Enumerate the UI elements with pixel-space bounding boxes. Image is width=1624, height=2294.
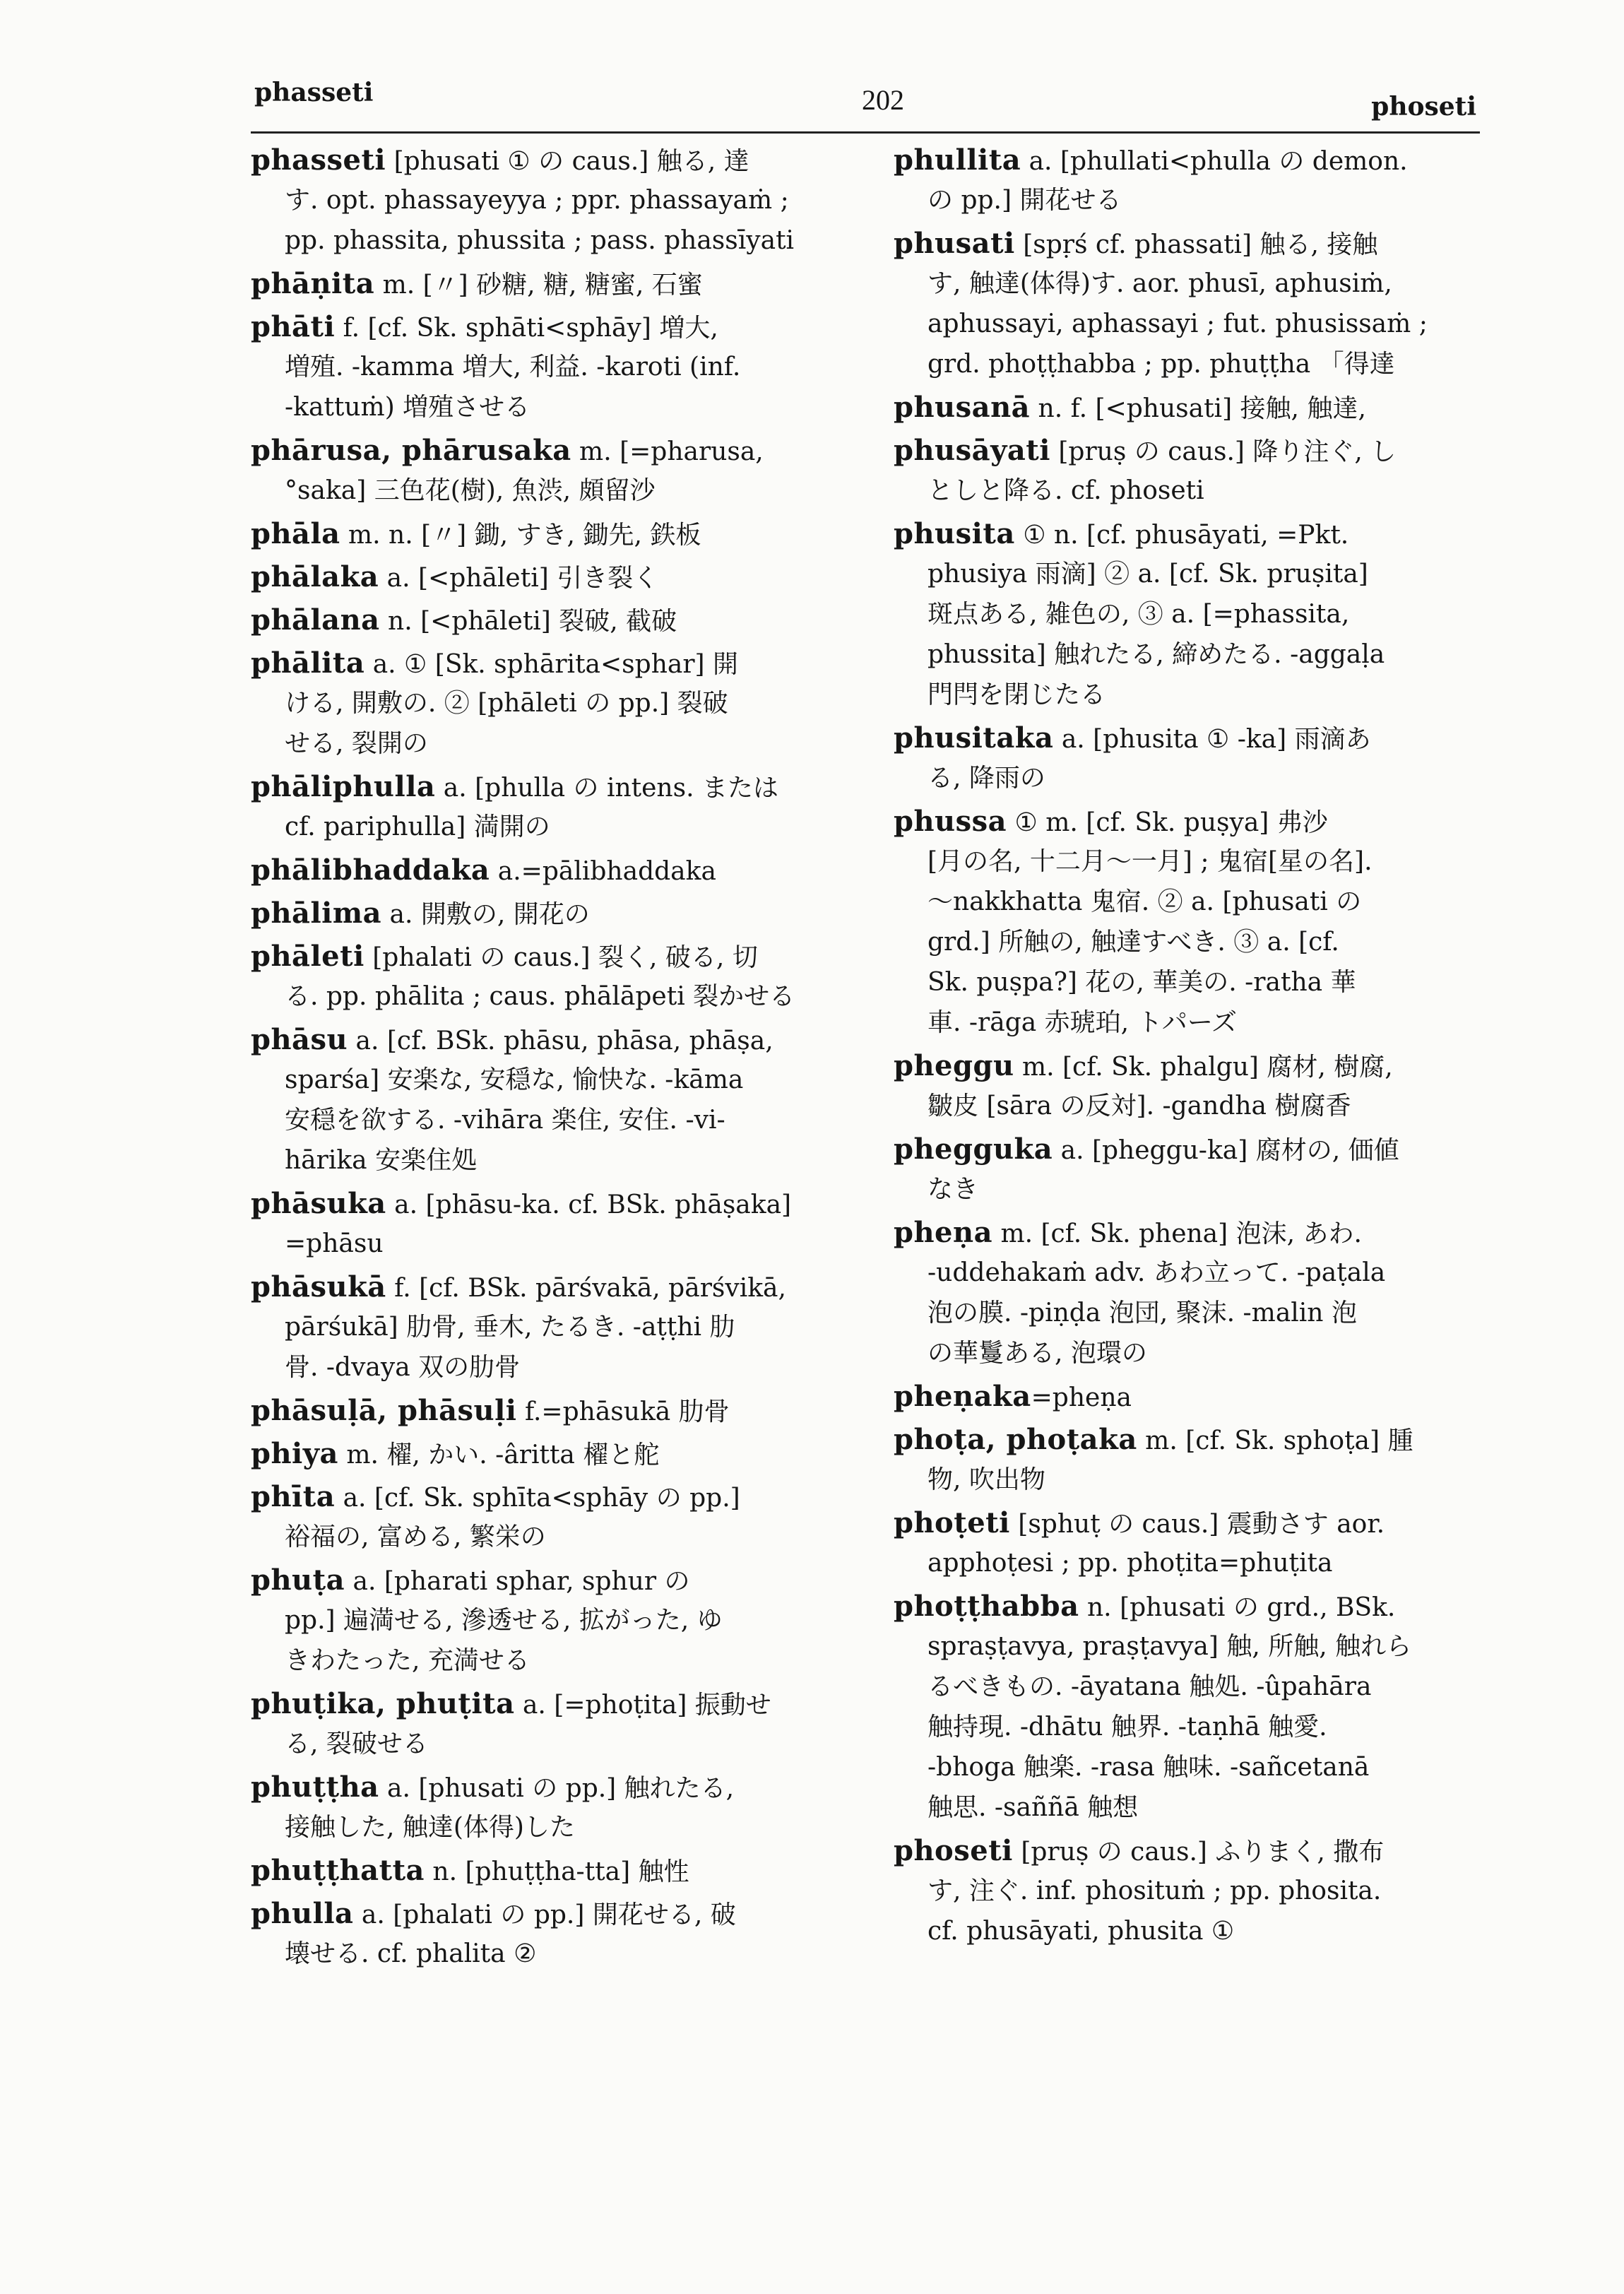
dictionary-entry bbox=[894, 1419, 1480, 1500]
definition-text: a. [phalati の pp.] 開花せる, 破 bbox=[353, 1900, 736, 1929]
headword: phārusa, phārusaka bbox=[251, 434, 571, 467]
headword: phāsukā bbox=[251, 1270, 386, 1303]
entry-line bbox=[251, 557, 858, 597]
dictionary-entry bbox=[894, 514, 1480, 715]
entry-line bbox=[251, 140, 858, 180]
definition-text: [pruṣ の caus.] ふりまく, 撒布 bbox=[1012, 1838, 1385, 1867]
dictionary-entry bbox=[894, 801, 1480, 1043]
entry-line: -bhoga 触楽. -rasa 触味. -sañcetanā bbox=[927, 1753, 1370, 1782]
dictionary-entry bbox=[894, 1376, 1480, 1417]
dictionary-entry bbox=[251, 600, 858, 640]
headword: phuṭika, phuṭita bbox=[251, 1687, 515, 1720]
entry-line: す, 注ぐ. inf. phosituṁ ; pp. phosita. bbox=[927, 1876, 1382, 1905]
headword: phāla bbox=[251, 517, 340, 550]
dictionary-entry bbox=[251, 643, 858, 764]
entry-line bbox=[894, 1419, 1480, 1460]
entry-line: るべきもの. -āyatana 触処. -ûpahāra bbox=[927, 1672, 1372, 1701]
entry-line bbox=[251, 1893, 858, 1934]
headword: phālaka bbox=[251, 560, 379, 593]
definition-text: a. [phusati の pp.] 触れたる, bbox=[379, 1774, 735, 1803]
dictionary-entry bbox=[251, 1019, 858, 1181]
headword: phoseti bbox=[894, 1834, 1013, 1867]
entry-line bbox=[251, 850, 858, 890]
definition-text: m. [cf. Sk. sphoṭa] 腫 bbox=[1137, 1426, 1413, 1455]
definition-text: m. [=pharusa, bbox=[571, 437, 764, 466]
headword: phusitaka bbox=[894, 721, 1054, 755]
dictionary-entry bbox=[251, 1850, 858, 1891]
headword: phuṭṭhatta bbox=[251, 1854, 425, 1887]
headword: phusāyati bbox=[894, 434, 1050, 467]
right-column bbox=[894, 140, 1480, 1954]
headword: phegguka bbox=[894, 1133, 1053, 1166]
definition-text: a. [phullati<phulla の demon. bbox=[1021, 147, 1408, 176]
entry-line: 接触した, 触達(体得)した bbox=[285, 1813, 575, 1842]
definition-text: m. [〃] 砂糖, 糖, 糖蜜, 石蜜 bbox=[374, 271, 703, 300]
headword: phālana bbox=[251, 603, 380, 637]
headword: phasseti bbox=[251, 143, 386, 177]
left-column bbox=[251, 140, 858, 1977]
headword: phusanā bbox=[894, 391, 1031, 424]
headword: phālita bbox=[251, 646, 365, 680]
dictionary-entry bbox=[251, 264, 858, 304]
entry-line bbox=[251, 643, 858, 683]
definition-text: [spṛś cf. phassati] 触る, 接触 bbox=[1014, 230, 1378, 259]
entry-line bbox=[894, 1503, 1480, 1543]
entry-line: phussita] 触れたる, 締めたる. -aggaḷa bbox=[927, 640, 1385, 669]
headword: phulla bbox=[251, 1897, 354, 1930]
entry-line: ～nakkhatta 鬼宿. ② a. [phusati の bbox=[927, 887, 1362, 916]
headword: phoṭa, phoṭaka bbox=[894, 1423, 1137, 1456]
definition-text: a.=pālibhaddaka bbox=[490, 857, 716, 886]
definition-text: a. [cf. Sk. sphīta<sphāy の pp.] bbox=[335, 1484, 740, 1513]
entry-line: °saka] 三色花(樹), 魚渋, 頗留沙 bbox=[285, 476, 656, 505]
headword: phālima bbox=[251, 897, 382, 930]
entry-line bbox=[251, 1433, 858, 1474]
definition-text: f.=phāsukā 肋骨 bbox=[516, 1397, 730, 1426]
definition-text: [phusati ① の caus.] 触る, 達 bbox=[386, 147, 749, 176]
dictionary-entry bbox=[251, 307, 858, 427]
headword: phuṭa bbox=[251, 1563, 345, 1597]
dictionary-entry bbox=[251, 1684, 858, 1764]
entry-line bbox=[251, 600, 858, 640]
dictionary-entry bbox=[894, 223, 1480, 384]
right-guide-word: phoseti bbox=[1371, 92, 1476, 122]
dictionary-entry bbox=[251, 430, 858, 511]
entry-line: 触思. -saññā 触想 bbox=[927, 1793, 1139, 1822]
headword: phīta bbox=[251, 1480, 336, 1513]
entry-line bbox=[894, 140, 1480, 180]
dictionary-entry bbox=[251, 557, 858, 597]
dictionary-entry bbox=[251, 1477, 858, 1557]
entry-line bbox=[251, 1850, 858, 1891]
entry-line: る, 降雨の bbox=[927, 764, 1045, 793]
definition-text: m. 櫂, かい. -âritta 櫂と舵 bbox=[338, 1441, 660, 1470]
definition-text: f. [cf. BSk. pārśvakā, pārśvikā, bbox=[386, 1274, 786, 1303]
entry-line: aphussayi, aphassayi ; fut. phusissaṁ ; bbox=[927, 309, 1428, 338]
dictionary-entry bbox=[894, 387, 1480, 427]
entry-line: sparśa] 安楽な, 安穏な, 愉快な. -kāma bbox=[285, 1065, 744, 1094]
dictionary-entry bbox=[251, 1390, 858, 1431]
headword: phuṭṭha bbox=[251, 1770, 379, 1804]
definition-text: n. [phuṭṭha-tta] 触性 bbox=[424, 1857, 689, 1886]
entry-line bbox=[894, 1129, 1480, 1169]
definition-text: a. [phāsu-ka. cf. BSk. phāṣaka] bbox=[386, 1190, 792, 1219]
dictionary-entry bbox=[251, 514, 858, 554]
entry-line: せる, 裂開の bbox=[285, 729, 428, 758]
headword: phussa bbox=[894, 805, 1007, 838]
entry-line bbox=[251, 1684, 858, 1724]
dictionary-entry bbox=[251, 1893, 858, 1974]
entry-line: hārika 安楽住処 bbox=[285, 1146, 478, 1175]
dictionary-entry bbox=[894, 1586, 1480, 1828]
entry-line: grd.] 所触の, 触達すべき. ③ a. [cf. bbox=[927, 928, 1339, 957]
headword: phāsuḷā, phāsuḷi bbox=[251, 1394, 517, 1427]
entry-line: [月の名, 十二月～一月] ; 鬼宿[星の名]. bbox=[927, 847, 1373, 876]
entry-line: phusiya 雨滴] ② a. [cf. Sk. pruṣita] bbox=[927, 560, 1368, 589]
entry-line bbox=[251, 514, 858, 554]
headword: phiya bbox=[251, 1437, 338, 1470]
headword: phullita bbox=[894, 143, 1021, 177]
definition-text: [phalati の caus.] 裂く, 破る, 切 bbox=[364, 943, 758, 972]
entry-line: pp.] 遍満せる, 滲透せる, 拡がった, ゆ bbox=[285, 1606, 723, 1635]
definition-text: a. 開敷の, 開花の bbox=[381, 900, 590, 929]
entry-line bbox=[894, 1212, 1480, 1253]
definition-text: a. [pharati sphar, sphur の bbox=[345, 1567, 690, 1596]
entry-line: -uddehakaṁ adv. あわ立って. -paṭala bbox=[927, 1258, 1386, 1287]
headword: phoṭeti bbox=[894, 1506, 1010, 1539]
entry-line bbox=[894, 718, 1480, 758]
definition-text: a. [pheggu-ka] 腐材の, 価値 bbox=[1053, 1136, 1399, 1165]
entry-line: 安穏を欲する. -vihāra 楽住, 安住. -vi- bbox=[285, 1106, 725, 1135]
entry-line bbox=[894, 1376, 1480, 1417]
entry-line: なき bbox=[927, 1175, 979, 1204]
entry-line bbox=[251, 1390, 858, 1431]
definition-text: a. [phusita ① -ka] 雨滴あ bbox=[1053, 725, 1371, 754]
dictionary-entry bbox=[251, 1560, 858, 1681]
definition-text: [sphuṭ の caus.] 震動さす aor. bbox=[1009, 1510, 1385, 1539]
entry-line: pp. phassita, phussita ; pass. phassīyati bbox=[285, 226, 795, 255]
definition-text: m. [cf. Sk. phalgu] 腐材, 樹腐, bbox=[1014, 1053, 1393, 1082]
entry-line: apphoṭesi ; pp. phoṭita=phuṭita bbox=[927, 1549, 1333, 1578]
entry-line bbox=[894, 223, 1480, 264]
dictionary-entry bbox=[251, 893, 858, 933]
dictionary-entry bbox=[251, 1267, 858, 1388]
entry-line: 骨. -dvaya 双の肋骨 bbox=[285, 1353, 521, 1382]
entry-line: ける, 開敷の. ② [phāleti の pp.] 裂破 bbox=[285, 689, 728, 718]
definition-text: n. [phusati の grd., BSk. bbox=[1079, 1593, 1396, 1622]
dictionary-entry bbox=[894, 1503, 1480, 1583]
entry-line bbox=[251, 1183, 858, 1224]
entry-line: spraṣṭavya, praṣṭavya] 触, 所触, 触れら bbox=[927, 1632, 1412, 1661]
entry-line: pārśukā] 肋骨, 垂木, たるき. -aṭṭhi 肋 bbox=[285, 1313, 735, 1342]
headword: pheṇa bbox=[894, 1216, 992, 1249]
headword: phusati bbox=[894, 227, 1015, 260]
definition-text: a. [cf. BSk. phāsu, phāsa, phāṣa, bbox=[348, 1027, 774, 1056]
page-number: 202 bbox=[862, 84, 904, 116]
definition-text: ① n. [cf. phusāyati, =Pkt. bbox=[1014, 521, 1349, 550]
definition-text: a. [<phāleti] 引き裂く bbox=[379, 564, 659, 593]
left-guide-word: phasseti bbox=[254, 78, 374, 107]
entry-line: 泡の膜. -piṇḍa 泡団, 聚沫. -malin 泡 bbox=[927, 1299, 1357, 1328]
headword: phāti bbox=[251, 310, 336, 343]
entry-line: grd. phoṭṭhabba ; pp. phuṭṭha 「得達 bbox=[927, 350, 1395, 379]
entry-line: 皺皮 [sāra の反対]. -gandha 樹腐香 bbox=[927, 1092, 1351, 1121]
entry-line bbox=[251, 264, 858, 304]
entry-line: 触持現. -dhātu 触界. -taṇhā 触愛. bbox=[927, 1713, 1327, 1742]
entry-line bbox=[251, 893, 858, 933]
headword: pheggu bbox=[894, 1049, 1014, 1082]
dictionary-entry bbox=[251, 1183, 858, 1264]
headword: phālibhaddaka bbox=[251, 853, 490, 887]
definition-text: f. [cf. Sk. sphāti<sphāy] 増大, bbox=[335, 314, 718, 343]
entry-line bbox=[894, 1586, 1480, 1626]
definition-text: n. f. [<phusati] 接触, 触達, bbox=[1030, 394, 1366, 423]
entry-line bbox=[251, 1477, 858, 1517]
entry-line bbox=[251, 1019, 858, 1060]
dictionary-entry bbox=[251, 767, 858, 847]
dictionary-entry bbox=[894, 1212, 1480, 1373]
headword: phāsu bbox=[251, 1023, 348, 1056]
entry-line bbox=[251, 1767, 858, 1807]
dictionary-entry bbox=[251, 140, 858, 261]
dictionary-entry bbox=[894, 718, 1480, 798]
entry-line: cf. phusāyati, phusita ① bbox=[927, 1917, 1235, 1946]
headword: phāleti bbox=[251, 940, 364, 973]
entry-line bbox=[251, 936, 858, 976]
definition-text: =pheṇa bbox=[1031, 1383, 1132, 1412]
entry-line: -kattuṁ) 増殖させる bbox=[285, 393, 531, 422]
entry-line: 斑点ある, 雑色の, ③ a. [=phassita, bbox=[927, 600, 1350, 629]
entry-line bbox=[894, 387, 1480, 427]
dictionary-entry bbox=[894, 1831, 1480, 1951]
header-rule bbox=[251, 131, 1480, 134]
headword: phāliphulla bbox=[251, 770, 436, 803]
dictionary-entry bbox=[251, 936, 858, 1017]
definition-text: a. [phulla の intens. または bbox=[435, 774, 778, 803]
dictionary-entry bbox=[251, 850, 858, 890]
entry-line: =phāsu bbox=[285, 1229, 384, 1258]
dictionary-entry bbox=[894, 140, 1480, 220]
entry-line: る, 裂破せる bbox=[285, 1730, 428, 1758]
entry-line: 壊せる. cf. phalita ② bbox=[285, 1939, 537, 1968]
page-header bbox=[254, 71, 1476, 127]
dictionary-entry bbox=[251, 1433, 858, 1474]
definition-text: a. [=phoṭita] 振動せ bbox=[514, 1691, 771, 1720]
headword: phāsuka bbox=[251, 1187, 386, 1220]
entry-line bbox=[894, 514, 1480, 554]
headword: phāṇita bbox=[251, 267, 375, 300]
headword: phoṭṭhabba bbox=[894, 1590, 1079, 1623]
entry-line bbox=[251, 767, 858, 807]
definition-text: m. [cf. Sk. phena] 泡沫, あわ. bbox=[992, 1219, 1362, 1248]
entry-line: Sk. puṣpa?] 花の, 華美の. -ratha 華 bbox=[927, 968, 1356, 997]
definition-text: ① m. [cf. Sk. puṣya] 弗沙 bbox=[1007, 808, 1328, 837]
dictionary-entry bbox=[251, 1767, 858, 1847]
entry-line: きわたった, 充満せる bbox=[285, 1646, 530, 1675]
entry-line bbox=[894, 801, 1480, 841]
entry-line bbox=[251, 307, 858, 347]
entry-line: 裕福の, 富める, 繁栄の bbox=[285, 1523, 546, 1551]
definition-text: [pruṣ の caus.] 降り注ぐ, し bbox=[1050, 437, 1397, 466]
entry-line: cf. pariphulla] 満開の bbox=[285, 812, 550, 841]
entry-line bbox=[894, 430, 1480, 471]
headword: phusita bbox=[894, 517, 1015, 550]
entry-line: の pp.] 開花せる bbox=[927, 186, 1122, 215]
entry-line: 車. -rāga 赤琥珀, トパーズ bbox=[927, 1008, 1238, 1037]
definition-text: m. n. [〃] 鋤, すき, 鋤先, 鉄板 bbox=[340, 521, 701, 550]
entry-line bbox=[894, 1831, 1480, 1871]
entry-line: る. pp. phālita ; caus. phālāpeti 裂かせる bbox=[285, 982, 795, 1011]
entry-line: 増殖. -kamma 増大, 利益. -karoti (inf. bbox=[285, 353, 741, 382]
entry-line: 門閂を閉じたる bbox=[927, 680, 1106, 709]
dictionary-entry bbox=[894, 1129, 1480, 1210]
entry-line bbox=[251, 1267, 858, 1307]
entry-line: す. opt. phassayeyya ; ppr. phassayaṁ ; bbox=[285, 186, 789, 215]
headword: pheṇaka bbox=[894, 1380, 1031, 1413]
dictionary-entry bbox=[894, 1046, 1480, 1126]
entry-line: の華鬘ある, 泡環の bbox=[927, 1339, 1147, 1368]
definition-text: n. [<phāleti] 裂破, 截破 bbox=[379, 607, 677, 636]
entry-line: す, 触達(体得)す. aor. phusī, aphusiṁ, bbox=[927, 269, 1392, 298]
entry-line: 物, 吹出物 bbox=[927, 1465, 1045, 1494]
entry-line: としと降る. cf. phoseti bbox=[927, 476, 1204, 505]
entry-line bbox=[251, 430, 858, 471]
entry-line bbox=[251, 1560, 858, 1600]
definition-text: a. ① [Sk. sphārita<sphar] 開 bbox=[364, 650, 739, 679]
dictionary-entry bbox=[894, 430, 1480, 511]
entry-line bbox=[894, 1046, 1480, 1086]
